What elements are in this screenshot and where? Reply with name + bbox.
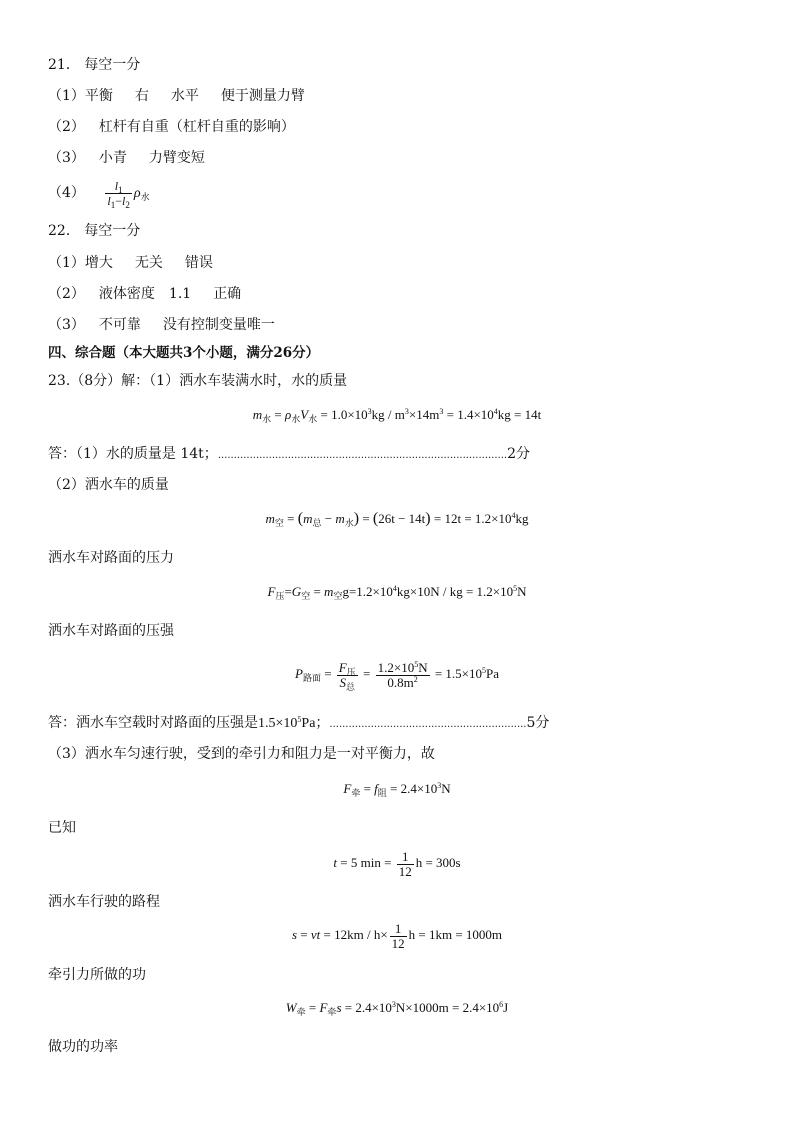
q22-line1 — [48, 254, 213, 272]
pressure-force-label: 洒水车对路面的压力 — [48, 550, 174, 566]
q21-answer: 右 — [134, 88, 149, 104]
equation-pressure: $P_{路面}$ = $\frac{F_压}{S_总}$ = $\frac{1.2\times 10^5N}{0.8m^2}$ = $1.5\times 10^5Pa$ — [294, 659, 500, 692]
pressure-label: 洒水车对路面的压强 — [48, 623, 174, 639]
q21-answer: 小青 — [98, 150, 127, 166]
q22-line3 — [48, 316, 275, 334]
q22-line2 — [48, 285, 241, 303]
power-label: 做功的功率 — [48, 1039, 118, 1055]
q22-answer: 没有控制变量唯一 — [162, 317, 275, 333]
q22-answer: 错误 — [184, 255, 213, 271]
known-label: 已知 — [48, 820, 76, 836]
q21-answer: 平衡 — [84, 88, 113, 104]
q22-answer: 不可靠 — [98, 317, 141, 333]
section-title: 四、综合题（本大题共3个小题，满分26分） — [48, 345, 320, 361]
q21-line2 — [48, 118, 295, 136]
q21-answer: 力臂变短 — [148, 150, 205, 166]
q21-line1-num: （1） — [48, 88, 85, 104]
q22-header: 22． 每空一分 — [48, 223, 141, 239]
q21-answer: 水平 — [170, 88, 199, 104]
q22-line2-num: （2） — [48, 286, 85, 302]
distance-label: 洒水车行驶的路程 — [48, 894, 160, 910]
rho-symbol: ρ — [133, 186, 141, 201]
q23-intro: 23.（8分）解：（1）洒水车装满水时，水的质量 — [48, 373, 348, 389]
equation-work: $W_牵 = F_牵s = 2.4\times 10^3N\times 1000m = 2.4\times 10^6J$ — [285, 1000, 509, 1017]
answer-1: 答：（1）水的质量是 14t；...........................................................................................2分 — [48, 446, 530, 462]
q21-header: 21． 每空一分 — [48, 57, 141, 73]
q21-line1 — [48, 87, 305, 105]
equation-time: t = 5 min = $\frac{1}{12}$ h = 300s — [333, 848, 461, 879]
q21-line4-num: （4） — [48, 185, 85, 201]
q22-line3-num: （3） — [48, 317, 85, 333]
equation-traction: $F_牵 = f_阻 = 2.4\times 10^3N$ — [343, 781, 451, 798]
q22-answer: 增大 — [84, 255, 113, 271]
equation-distance: s = vt = 12km / h× $\frac{1}{12}$ h = 1km = 1000m — [291, 920, 503, 951]
q22-answer: 正确 — [213, 286, 242, 302]
q21-answer: 杠杆有自重（杠杆自重的影响） — [98, 119, 295, 135]
equation-truck-mass: $m_空 = (m_总 - m_水) = (26t - 14t) = 12t = 1.2\times 10^4kg$ — [265, 510, 529, 528]
q22-answer: 无关 — [134, 255, 163, 271]
q21-line4: （4） $\frac{l_1}{l_1-l_2}$ $\rho_水$ — [48, 178, 150, 210]
q21-line3-num: （3） — [48, 150, 85, 166]
q21-line3 — [48, 149, 205, 167]
q21-answer: 便于测量力臂 — [220, 88, 305, 104]
q21-line2-num: （2） — [48, 119, 85, 135]
q23-part3: （3）洒水车匀速行驶，受到的牵引力和阻力是一对平衡力，故 — [48, 746, 435, 762]
equation-water-mass: $m_水 = \rho_水V_水 = 1.0\times 10^3kg / m^3\times 14m^3 = 1.4\times 10^4kg = 14t$ — [252, 407, 542, 424]
q22-answer: 液体密度 — [98, 286, 155, 302]
q22-answer: 1.1 — [168, 286, 192, 302]
work-label: 牵引力所做的功 — [48, 967, 146, 983]
q21-fraction: $\frac{l_1}{l_1-l_2}$ — [107, 178, 130, 210]
equation-pressure-force: $F_压=G_空 = m_空g=1.2\times 10^4kg\times 10N$ / kg = $1.2\times 10^5N$ — [267, 584, 527, 601]
answer-2: 答：洒水车空载时对路面的压强是$1.5\times 10^5Pa$；..............................................................5分 — [48, 715, 550, 731]
q23-part2: （2）洒水车的质量 — [48, 477, 169, 493]
q22-line1-num: （1） — [48, 255, 85, 271]
